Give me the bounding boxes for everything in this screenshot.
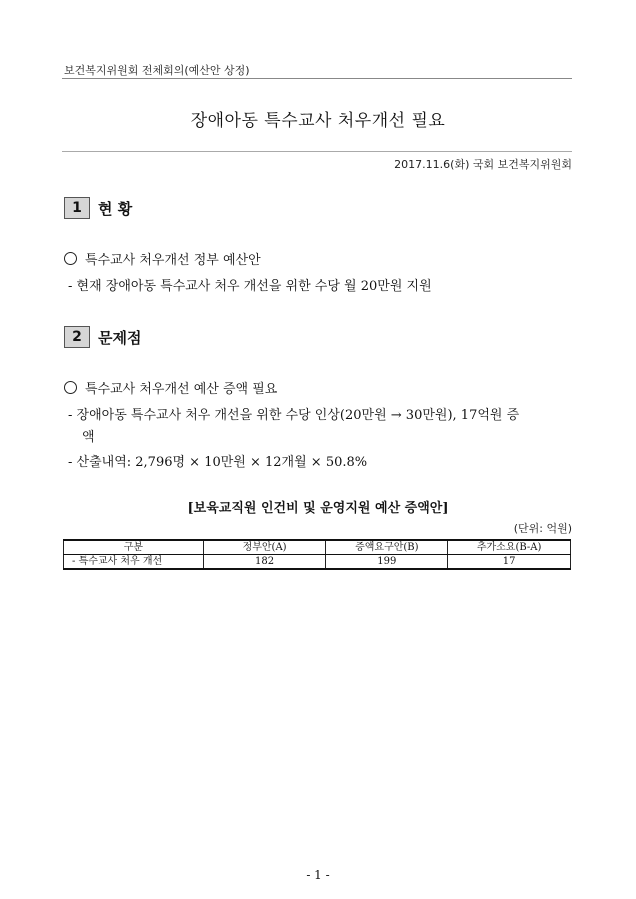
section-2-subitem-1: - 장애아동 특수교사 처우 개선을 위한 수당 인상(20만원 → 30만원), 17억원 증: [68, 408, 520, 423]
page-number: - 1 -: [306, 868, 330, 882]
row-category: - 특수교사 처우 개선: [64, 555, 204, 570]
section-number-1: 1: [64, 197, 90, 219]
row-additional: 17: [448, 555, 571, 570]
header-category: 구분: [64, 540, 204, 555]
header-additional: 추가소요(B-A): [448, 540, 571, 555]
table-unit: (단위: 억원): [513, 522, 572, 535]
date-line: 2017.11.6(화) 국회 보건복지위원회: [394, 158, 572, 171]
row-requested: 199: [326, 555, 448, 570]
table-header-row: [64, 540, 571, 555]
section-1-bullet: [64, 249, 261, 268]
section-title-1: 현 황: [98, 199, 133, 218]
table-title: [보육교직원 인건비 및 운영지원 예산 증액안]: [187, 501, 449, 516]
section-number-2: 2: [64, 326, 90, 348]
title-divider: [62, 151, 572, 152]
section-title-2: 문제점: [98, 328, 142, 347]
section-1-bullet-text: 특수교사 처우개선 정부 예산안: [85, 253, 261, 268]
document-title: 장애아동 특수교사 처우개선 필요: [190, 111, 446, 131]
budget-table: [63, 539, 571, 570]
section-heading-1: [64, 197, 132, 219]
section-2-subitem-2: - 산출내역: 2,796명 × 10만원 × 12개월 × 50.8%: [68, 455, 368, 470]
section-heading-2: [64, 326, 141, 348]
table-row: [64, 555, 571, 570]
circle-bullet-icon: [64, 381, 77, 394]
header-requested: 증액요구안(B): [326, 540, 448, 555]
header-divider: [62, 78, 572, 79]
circle-bullet-icon: [64, 252, 77, 265]
section-2-bullet-text: 특수교사 처우개선 예산 증액 필요: [85, 382, 278, 397]
row-government: 182: [203, 555, 326, 570]
committee-label: 보건복지위원회 전체회의(예산안 상정): [64, 64, 250, 77]
section-2-subitem-1-cont: 액: [82, 430, 95, 445]
section-2-bullet: [64, 378, 277, 397]
header-government: 정부안(A): [203, 540, 326, 555]
section-1-subitem-1: - 현재 장애아동 특수교사 처우 개선을 위한 수당 월 20만원 지원: [68, 279, 432, 294]
